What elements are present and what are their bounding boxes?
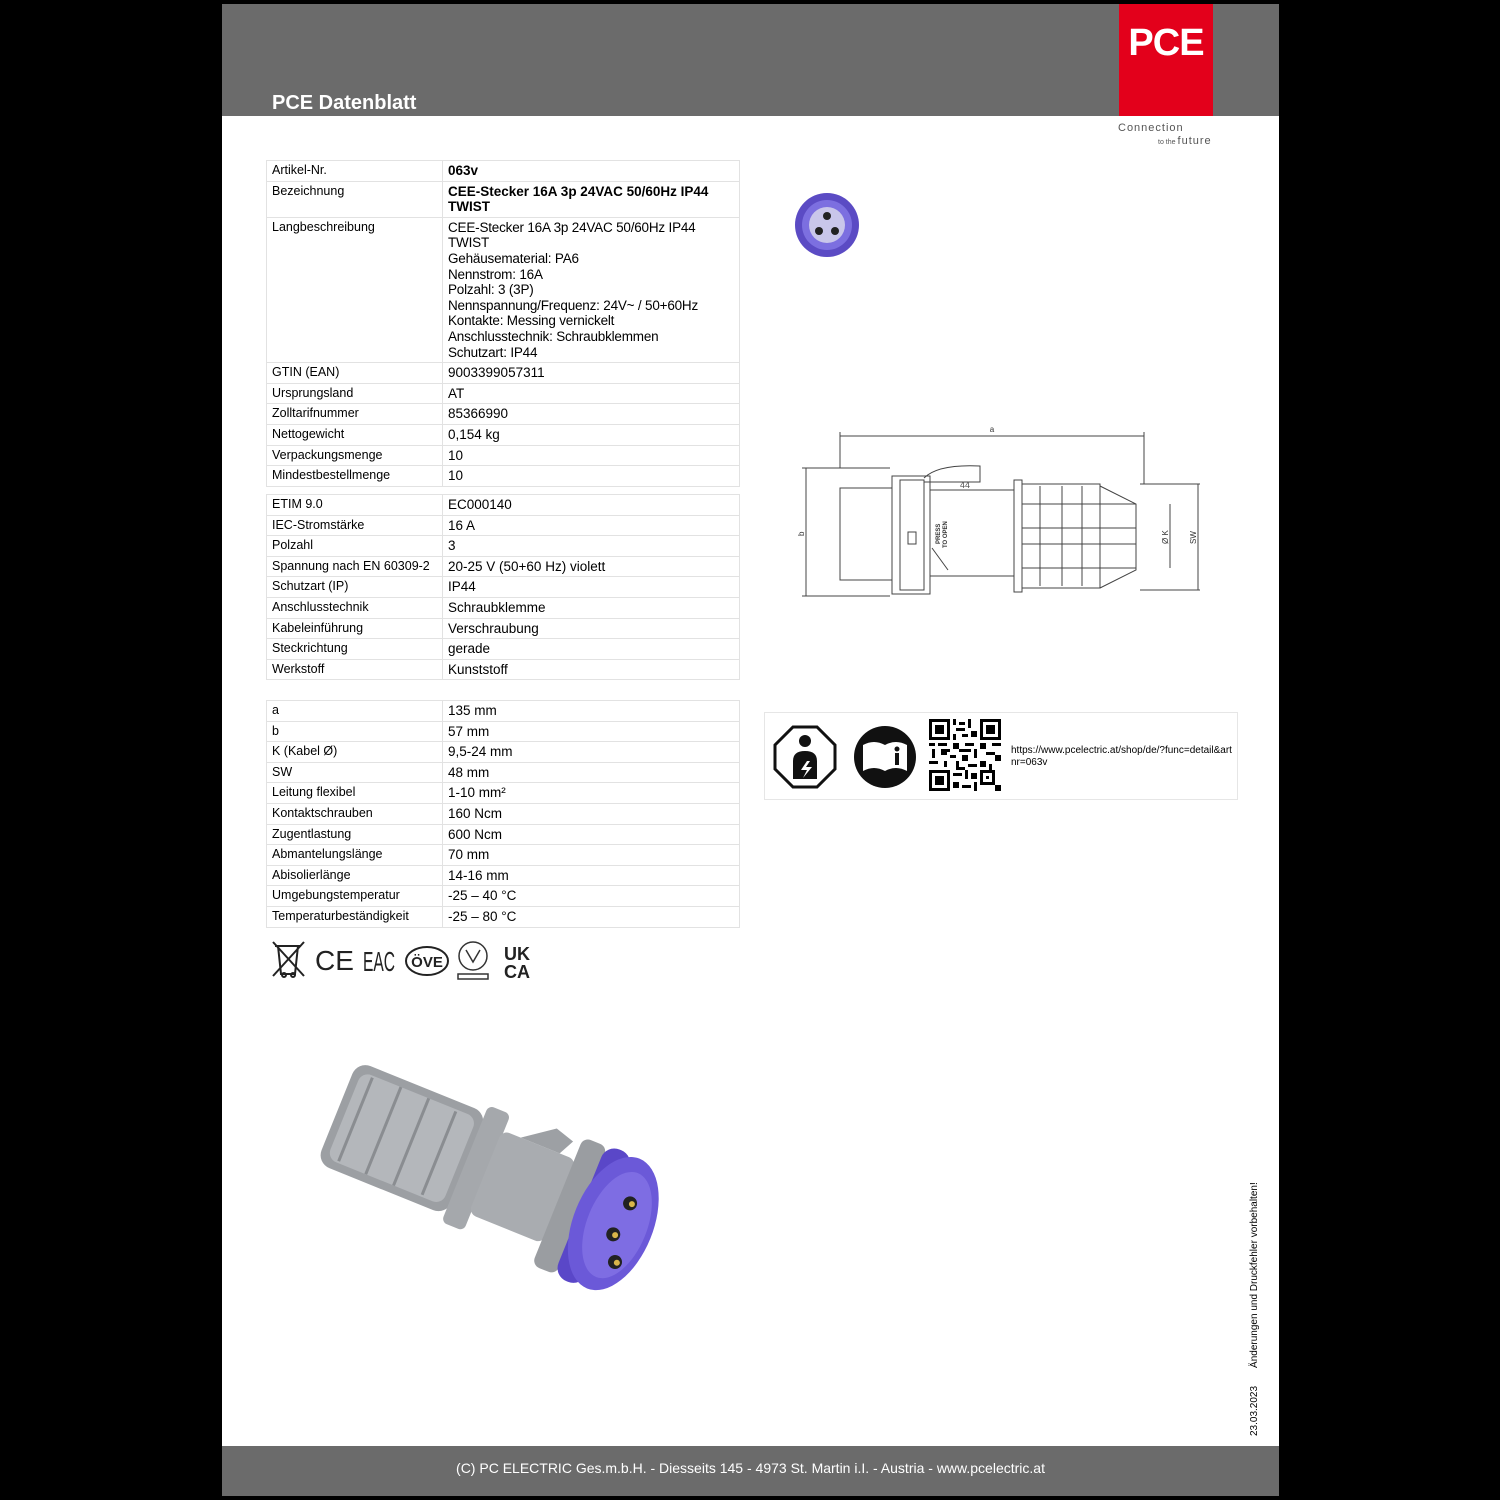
table-row [267,824,740,845]
row-key: Kabeleinführung [267,618,443,639]
datasheet-page [222,4,1279,1496]
row-key: Nettogewicht [267,424,443,445]
row-key: GTIN (EAN) [267,363,443,384]
table-row [267,659,740,680]
row-value: 20-25 V (50+60 Hz) violett [443,556,740,577]
row-key: Ursprungsland [267,383,443,404]
row-value: AT [443,383,740,404]
table-row [267,762,740,783]
row-value: 135 mm [443,701,740,722]
table-row [267,886,740,907]
ove-mark-icon [406,947,448,975]
ukca-mark-icon [504,944,530,982]
row-key: Verpackungsmenge [267,445,443,466]
row-key: b [267,721,443,742]
table-row [267,404,740,425]
product-name: CEE-Stecker 16A 3p 24VAC 50/60Hz IP44 TWIST [443,181,740,217]
row-key: Polzahl [267,536,443,557]
row-key: Temperaturbeständigkeit [267,906,443,927]
row-key: ETIM 9.0 [267,495,443,516]
row-key: Anschlusstechnik [267,597,443,618]
row-key: Schutzart (IP) [267,577,443,598]
row-value: 1-10 mm² [443,783,740,804]
row-value: Schraubklemme [443,597,740,618]
dim-a-label: a [989,425,995,434]
table-row [267,466,740,487]
row-value: 9,5-24 mm [443,742,740,763]
table-row [267,618,740,639]
pce-logo: PCE [1119,4,1213,116]
plug-front-view [794,192,860,258]
tagline-small: to the [1158,139,1176,146]
row-value: 14-16 mm [443,865,740,886]
row-value: Verschraubung [443,618,740,639]
footer-text: (C) PC ELECTRIC Ges.m.b.H. - Diesseits 145 - 4973 St. Martin i.I. - Austria - www.pcelectric.at [456,1460,1045,1476]
row-key: Abisolierlänge [267,865,443,886]
row-value: 0,154 kg [443,424,740,445]
row-key: SW [267,762,443,783]
footer-bar [222,1446,1279,1496]
row-key: Mindestbestellmenge [267,466,443,487]
press-label-1: PRESS [936,523,942,544]
row-key: Spannung nach EN 60309-2 [267,556,443,577]
row-value: 600 Ncm [443,824,740,845]
table-row [267,597,740,618]
row-key: Abmantelungslänge [267,845,443,866]
table-row [267,783,740,804]
technical-drawing [797,425,1200,604]
table-row [267,803,740,824]
row-value: 160 Ncm [443,803,740,824]
ove-cert-icon [458,942,488,979]
product-url-link[interactable]: https://www.pcelectric.at/shop/de/?func=detail&artnr=063v [1011,745,1232,768]
side-date: 23.03.2023 [1249,1385,1260,1436]
row-key: Artikel-Nr. [267,161,443,182]
row-key: Langbeschreibung [267,217,443,362]
table-row [267,217,740,362]
dim-b-label: b [797,531,806,536]
row-key: Werkstoff [267,659,443,680]
read-manual-icon [853,725,917,789]
ce-mark-icon: CE [315,945,354,976]
press-label-2: TO OPEN [943,521,949,548]
dim-sw-label: SW [1189,531,1198,544]
product-info-table [266,160,740,487]
tagline-connection: Connection [1118,122,1184,134]
dim-k-label: Ø K [1161,530,1170,544]
weee-bin-icon [273,942,304,977]
tagline-future [1158,135,1212,147]
table-row [267,445,740,466]
row-value: 48 mm [443,762,740,783]
qualified-electrician-icon [773,725,837,789]
certification-marks [270,938,540,982]
row-key: a [267,701,443,722]
eac-mark-icon: EAC [363,946,395,977]
table-row [267,845,740,866]
row-value: 70 mm [443,845,740,866]
table-row [267,424,740,445]
row-value: 57 mm [443,721,740,742]
table-row [267,383,740,404]
table-row [267,556,740,577]
table-row [267,495,740,516]
table-row [267,906,740,927]
row-value: gerade [443,639,740,660]
table-row [267,577,740,598]
table-row [267,721,740,742]
header-bar [222,4,1279,116]
row-value: 10 [443,445,740,466]
size-label: 44 [960,480,971,490]
tagline-future-word: future [1177,135,1212,147]
article-number: 063v [443,161,740,182]
table-row [267,865,740,886]
row-value: EC000140 [443,495,740,516]
row-key: Steckrichtung [267,639,443,660]
row-value: 85366990 [443,404,740,425]
row-key: Zolltarifnummer [267,404,443,425]
table-row [267,742,740,763]
row-value: 3 [443,536,740,557]
ukca-line-2: CA [504,962,530,982]
ukca-line-1: UK [504,944,530,964]
dimensions-table [266,700,740,928]
table-row [267,536,740,557]
side-note [1249,1164,1260,1436]
row-key: Bezeichnung [267,181,443,217]
row-key: Umgebungstemperatur [267,886,443,907]
long-description: CEE-Stecker 16A 3p 24VAC 50/60Hz IP44 TWIST Gehäusematerial: PA6 Nennstrom: 16A Polzahl: 3 (3P) Nennspannung/Frequenz: 24V~ / 50+60Hz Kontakte: Messing vernickelt Anschlusstechnik: Schraubklemmen Schutzart: IP44 [443,217,740,362]
row-value: 10 [443,466,740,487]
table-row [267,639,740,660]
row-value: -25 – 40 °C [443,886,740,907]
page-title: PCE Datenblatt [272,92,417,114]
table-row [267,701,740,722]
qr-code-icon [929,719,1001,791]
row-value: IP44 [443,577,740,598]
etim-table [266,494,740,680]
row-value: -25 – 80 °C [443,906,740,927]
row-key: IEC-Stromstärke [267,515,443,536]
side-disclaimer: Änderungen und Druckfehler vorbehalten! [1249,1182,1260,1368]
row-value: Kunststoff [443,659,740,680]
row-key: K (Kabel Ø) [267,742,443,763]
info-box [764,712,1238,800]
product-photo [302,1054,702,1314]
ove-mark-text: ÖVE [411,954,443,971]
row-value: 16 A [443,515,740,536]
row-value: 9003399057311 [443,363,740,384]
row-key: Leitung flexibel [267,783,443,804]
row-key: Zugentlastung [267,824,443,845]
table-row [267,515,740,536]
table-row [267,363,740,384]
table-row [267,181,740,217]
row-key: Kontaktschrauben [267,803,443,824]
table-row [267,161,740,182]
